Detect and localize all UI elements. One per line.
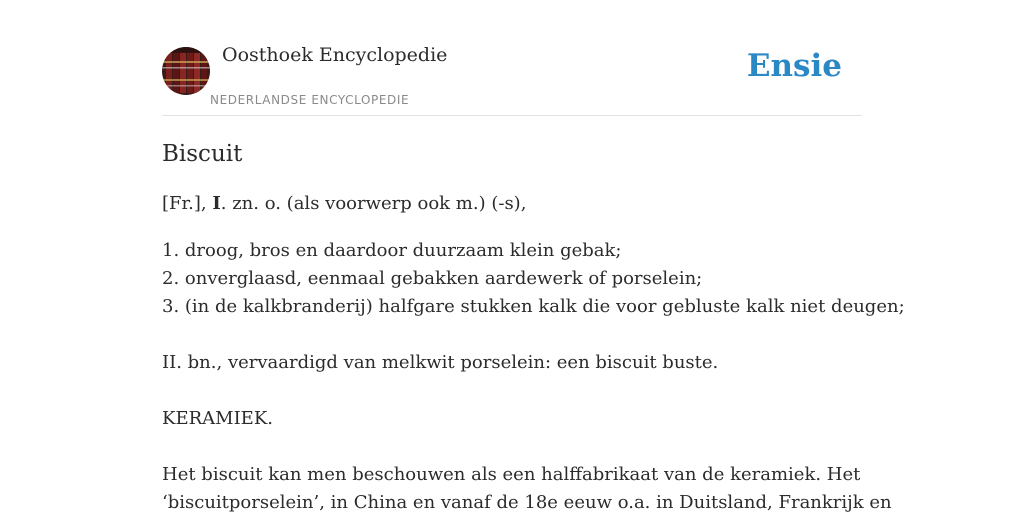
spacer (162, 377, 862, 405)
site-header (162, 0, 862, 116)
adjective-sense: II. bn., vervaardigd van melkwit porselein: een biscuit buste. (162, 352, 719, 373)
avatar-image (162, 47, 210, 95)
spacer (162, 433, 862, 461)
spacer (162, 321, 862, 349)
entry-title: Biscuit (162, 141, 243, 167)
site-subtitle: NEDERLANDSE ENCYCLOPEDIE (210, 93, 410, 107)
grammar-prefix: [Fr.], (162, 193, 213, 214)
spacer (162, 218, 862, 237)
paragraph-line: ‘biscuitporselein’, in China en vanaf de 18e eeuw o.a. in Duitsland, Frankrijk en (162, 492, 892, 512)
definition-item: 3. (in de kalkbranderij) halfgare stukken kalk die voor gebluste kalk niet deugen; (162, 296, 905, 317)
book-spines-icon[interactable] (162, 47, 210, 95)
grammar-numeral: I (212, 193, 221, 214)
brand-logo[interactable]: Ensie (746, 48, 842, 84)
entry-content (162, 138, 905, 512)
entry-body (162, 190, 905, 512)
grammar-suffix: . zn. o. (als voorwerp ook m.) (-s), (220, 193, 527, 214)
category-label: KERAMIEK. (162, 408, 273, 429)
grammar-line (162, 190, 862, 218)
definition-item: 2. onverglaasd, eenmaal gebakken aardewerk of porselein; (162, 268, 703, 289)
paragraph-line: Het biscuit kan men beschouwen als een halffabrikaat van de keramiek. Het (162, 464, 861, 485)
site-title[interactable]: Oosthoek Encyclopedie (222, 44, 448, 66)
definition-item: 1. droog, bros en daardoor duurzaam klein gebak; (162, 240, 622, 261)
